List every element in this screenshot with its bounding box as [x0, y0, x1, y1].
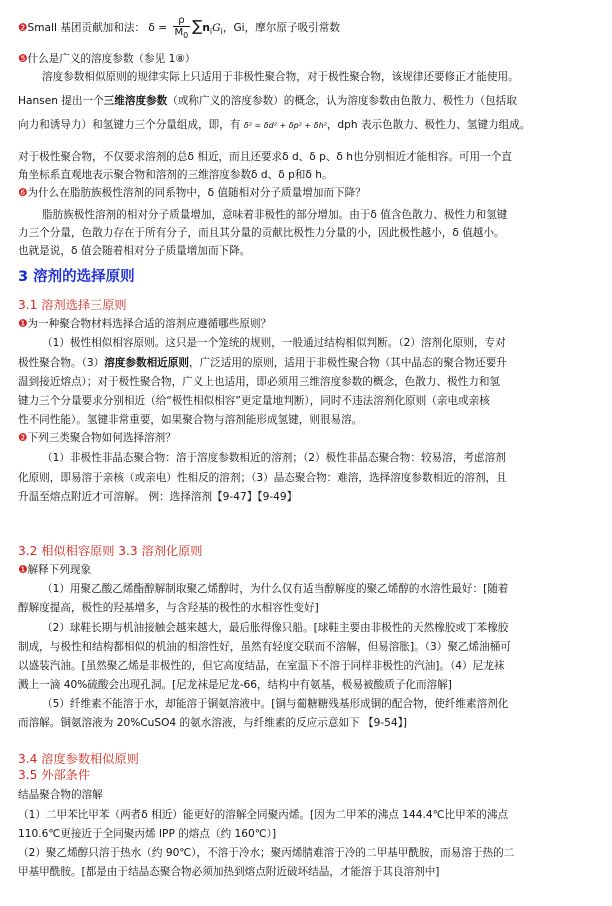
para-line: 脂肪族极性溶剂的相对分子质量增加，意味着非极性的部分增加。由于δ 值含色散力、极性力和氢键	[42, 209, 508, 221]
para-line: 升温至熔点附近才可溶解。 例：选择溶剂【9-47】【9-49】	[18, 491, 298, 503]
para-line: 制成，与极性和结构都相似的机油的相溶性好，虽然有轻度交联而不溶解，但易溶胀]。（3）聚乙烯油桶可	[18, 641, 511, 653]
question-explain: ❶解释下列现象	[18, 564, 92, 576]
section-3-1-heading: 3.1 溶剂选择三原则	[18, 298, 127, 312]
section-3-heading: 3 溶剂的选择原则	[18, 269, 135, 285]
para-line: 也就是说，δ 值会随着相对分子质量增加而下降。	[18, 245, 251, 257]
rho-over-m0-fraction	[173, 15, 191, 41]
section-3-2-heading: 3.2 相似相容原则 3.3 溶剂化原则	[18, 544, 203, 558]
question-6: ❻为什么在脂肪族极性溶剂的同系物中，δ 值随相对分子质量增加而下降？	[18, 187, 366, 199]
para-line: （1）极性相似相容原则。这只是一个笼统的规则，一般通过结构相似判断。（2）溶剂化原则，专对	[42, 337, 506, 349]
para-line: 角坐标系直观地表示聚合物和溶剂的三维溶度参数δ d、δ p和δ h。	[18, 169, 333, 181]
marker-2: ❷	[18, 22, 28, 34]
hansen-formula: δ² = δd² + δp² + δh²	[243, 121, 327, 130]
sum-symbol: ∑	[192, 17, 203, 35]
para-line: 溅上一滴 40%硫酸会出现孔洞。[尼龙袜是尼龙-66，结构中有氨基，极易被酸质子化而溶解]	[18, 679, 452, 691]
question-1: ❶为一种聚合物材料选择合适的溶剂应遵循哪些原则？	[18, 318, 272, 330]
para-line: 向力和诱导力）和氢键力三个分量组成，即，有 δ² = δd² + δp² + δh²，dph 表示色散力、极性力、氢键力组成。	[18, 119, 531, 131]
para-line: 110.6℃更接近于全同聚丙烯 IPP 的熔点（约 160℃）]	[18, 828, 277, 840]
para-line: （1）二甲苯比甲苯（两者δ 相近）能更好的溶解全同聚丙烯。[因为二甲苯的沸点 144.4℃比甲苯的沸点	[18, 809, 509, 821]
bold-principle: 溶度参数相近原则	[104, 357, 189, 369]
delta-equals: δ =	[148, 22, 168, 34]
para-line: （1）用聚乙酸乙烯酯醇解制取聚乙烯醇时，为什么仅有适当醇解度的聚乙烯醇的水溶性最好：[随着	[42, 583, 509, 595]
para-line: （2）球鞋长期与机油接触会越来越大，最后胀得像只船。[球鞋主要由非极性的天然橡胶或丁苯橡胶	[42, 622, 509, 634]
para-line: 极性聚合物。（3）溶度参数相近原则，广泛适用的原则，适用于非极性聚合物（其中晶态的聚合物还要升	[18, 357, 507, 369]
fraction-denominator: $M_0$	[174, 27, 189, 40]
para-line: 化原则，即易溶于亲核（或亲电）性相反的溶剂；（3）晶态聚合物：难溶，选择溶度参数相近的溶剂，且	[18, 472, 507, 484]
question-5: ❺什么是广义的溶度参数（参见 1⑧）	[18, 53, 196, 65]
para-line: Hansen 提出一个三维溶度参数（或称广义的溶度参数）的概念，认为溶度参数由色散力、极性力（包括取	[18, 95, 517, 107]
para-line: 而溶解。铜氨溶液为 20%CuSO4 的氨水溶液，与纤维素的反应示意如下 【9-54】]	[18, 717, 408, 729]
para-line: 对于极性聚合物，不仅要求溶剂的总δ 相近，而且还要求δ d、δ p、δ h也分别相近才能相容。可用一个直	[18, 151, 512, 163]
para-line: 温到接近熔点）；对于极性聚合物，广义上也适用，即必须用三维溶度参数的概念，色散力、极性力和氢	[18, 376, 501, 388]
n-symbol: n	[202, 22, 210, 34]
para-line: （2）聚乙烯醇只溶于热水（约 90℃），不溶于冷水；聚丙烯腈难溶于冷的二甲基甲酰胺，而易溶于热的二	[18, 847, 515, 859]
para-line: 性不同性能）。氢键非常重要，如果聚合物与溶剂能形成氢键，则很易溶。	[18, 414, 363, 426]
small-formula-line: ❷Small 基团贡献加和法： δ = $\frac{\rho}{M_0}$ $\sum n_iG_i$，Gi，摩尔原子吸引常数	[18, 15, 340, 40]
para-line: （5）纤维素不能溶于水，却能溶于铜氨溶液中。[铜与葡糖糖残基形成铜的配合物，使纤维素溶剂化	[42, 698, 509, 710]
para-line: （1）非极性非晶态聚合物：溶于溶度参数相近的溶剂；（2）极性非晶态聚合物：较易溶，考虑溶剂	[42, 452, 506, 464]
subheading-crystalline: 结晶聚合物的溶解	[18, 789, 103, 801]
para-line: 力三个分量，色散力存在于所有分子，而且其分量的贡献比极性力分量的小，因此极性越小，δ 值越小。	[18, 227, 505, 239]
para-line: 甲基甲酰胺。[都是由于结晶态聚合物必须加热到熔点附近破坏结晶，才能溶于其良溶剂中]	[18, 866, 440, 878]
para-line: 溶度参数相似原则的规律实际上只适用于非极性聚合物，对于极性聚合物，该规律还要修正才能使用。	[42, 71, 519, 83]
question-2: ❷下列三类聚合物如何选择溶剂？	[18, 432, 176, 444]
section-3-4-heading: 3.4 溶度参数相似原则	[18, 752, 139, 766]
para-line: 键力三个分量要求分别相近（给“极性相似相容”更定量地判断），同时不违法溶剂化原则（亲电或亲核	[18, 395, 490, 407]
molar-attraction-note: ，Gi，摩尔原子吸引常数	[222, 22, 340, 34]
section-3-5-heading: 3.5 外部条件	[18, 768, 91, 782]
para-line: 醇解度提高，极性的羟基增多，与含羟基的极性的水相容性变好]	[18, 602, 319, 614]
g-symbol: G	[212, 22, 221, 34]
fraction-numerator: ρ	[173, 15, 191, 27]
bold-hansen-term: 三维溶度参数	[103, 95, 168, 107]
para-line: 以盛装汽油。[虽然聚乙烯是非极性的，但它高度结晶，在室温下不溶于同样非极性的汽油]。（4）尼龙袜	[18, 660, 505, 672]
small-method-label: Small 基团贡献加和法：	[27, 22, 146, 34]
